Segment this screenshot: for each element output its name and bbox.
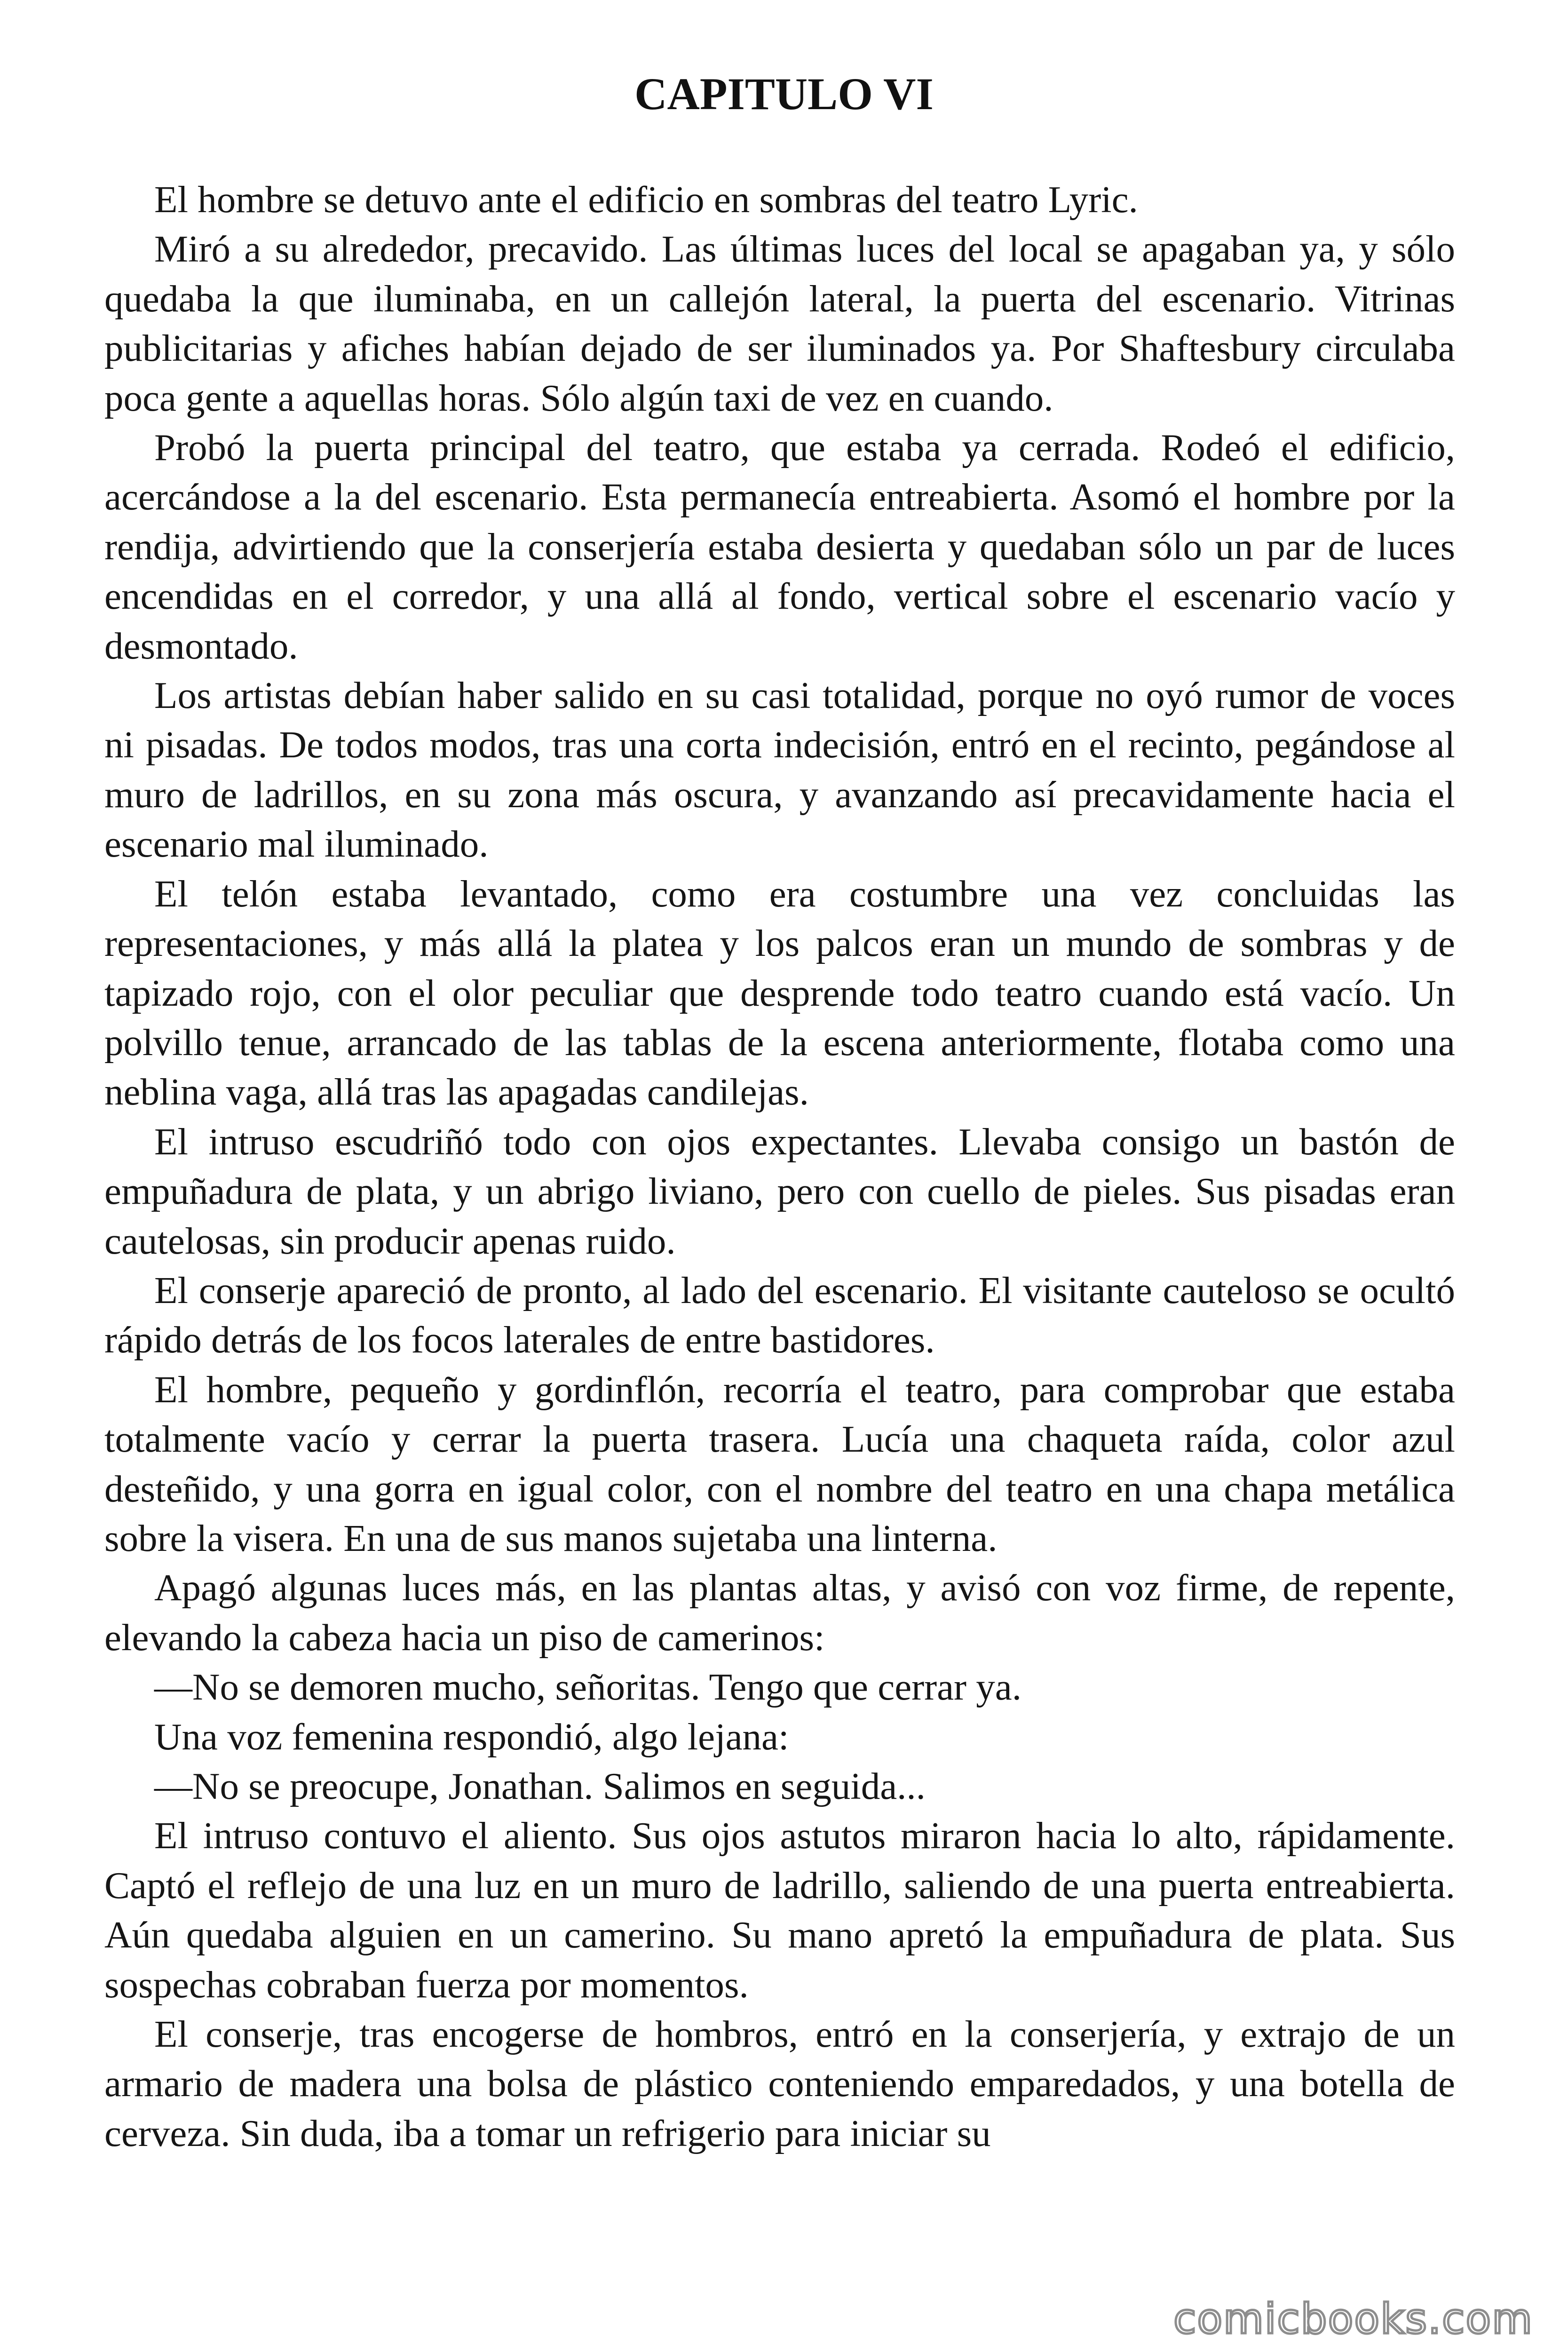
paragraph: Una voz femenina respondió, algo lejana: — [154, 1715, 789, 1758]
chapter-title: CAPITULO VI — [634, 69, 934, 119]
paragraph: Miró a su alrededor, precavido. Las últimas luces del local se apagaban ya, y sólo quedaba la que iluminaba, en un callejón lateral, la puerta del escenario. Vitrinas publicitarias y afiches habían dejado de ser iluminados ya. Por Shaftesbury circulaba poca gente a aquellas horas. Sólo algún taxi de vez en cuando. — [104, 228, 1455, 419]
chapter-body — [104, 175, 1455, 2158]
paragraph: El intruso escudriñó todo con ojos expectantes. Llevaba consigo un bastón de empuñadura de plata, y un abrigo liviano, pero con cuello de pieles. Sus pisadas eran cautelosas, sin producir apenas ruido. — [104, 1120, 1455, 1262]
paragraph: El hombre se detuvo ante el edificio en sombras del teatro Lyric. — [154, 178, 1138, 221]
watermark: comicbooks.com — [1173, 2295, 1533, 2343]
paragraph: El telón estaba levantado, como era costumbre una vez concluidas las representaciones, y más allá la platea y los palcos eran un mundo de sombras y de tapizado rojo, con el olor peculiar que desprende todo teatro cuando está vacío. Un polvillo tenue, arrancado de las tablas de la escena anteriormente, flotaba como una neblina vaga, allá tras las apagadas candilejas. — [104, 872, 1455, 1113]
paragraph: El intruso contuvo el aliento. Sus ojos astutos miraron hacia lo alto, rápidamente. Captó el reflejo de una luz en un muro de ladrillo, saliendo de una puerta entreabierta. Aún quedaba alguien en un camerino. Su mano apretó la empuñadura de plata. Sus sospechas cobraban fuerza por momentos. — [104, 1814, 1455, 2006]
paragraph: El hombre, pequeño y gordinflón, recorría el teatro, para comprobar que estaba totalmente vacío y cerrar la puerta trasera. Lucía una chaqueta raída, color azul desteñido, y una gorra en igual color, con el nombre del teatro en una chapa metálica sobre la visera. En una de sus manos sujetaba una linterna. — [104, 1368, 1455, 1559]
paragraph: El conserje, tras encogerse de hombros, entró en la conserjería, y extrajo de un armario de madera una bolsa de plástico conteniendo emparedados, y una botella de cerveza. Sin duda, iba a tomar un refrigerio para iniciar su — [104, 2013, 1455, 2154]
paragraph: El conserje apareció de pronto, al lado del escenario. El visitante cauteloso se ocultó rápido detrás de los focos laterales de entre bastidores. — [104, 1269, 1455, 1361]
paragraph: Probó la puerta principal del teatro, que estaba ya cerrada. Rodeó el edificio, acercándose a la del escenario. Esta permanecía entreabierta. Asomó el hombre por la rendija, advirtiendo que la conserjería estaba desierta y quedaban sólo un par de luces encendidas en el corredor, y una allá al fondo, vertical sobre el escenario vacío y desmontado. — [104, 426, 1455, 667]
paragraph: Apagó algunas luces más, en las plantas altas, y avisó con voz firme, de repente, elevando la cabeza hacia un piso de camerinos: — [104, 1566, 1455, 1659]
dialogue-line: —No se preocupe, Jonathan. Salimos en seguida... — [154, 1765, 926, 1807]
paragraph: Los artistas debían haber salido en su casi totalidad, porque no oyó rumor de voces ni pisadas. De todos modos, tras una corta indecisión, entró en el recinto, pegándose al muro de ladrillos, en su zona más oscura, y avanzando así precavidamente hacia el escenario mal iluminado. — [104, 674, 1455, 866]
dialogue-line: —No se demoren mucho, señoritas. Tengo que cerrar ya. — [154, 1666, 1022, 1708]
